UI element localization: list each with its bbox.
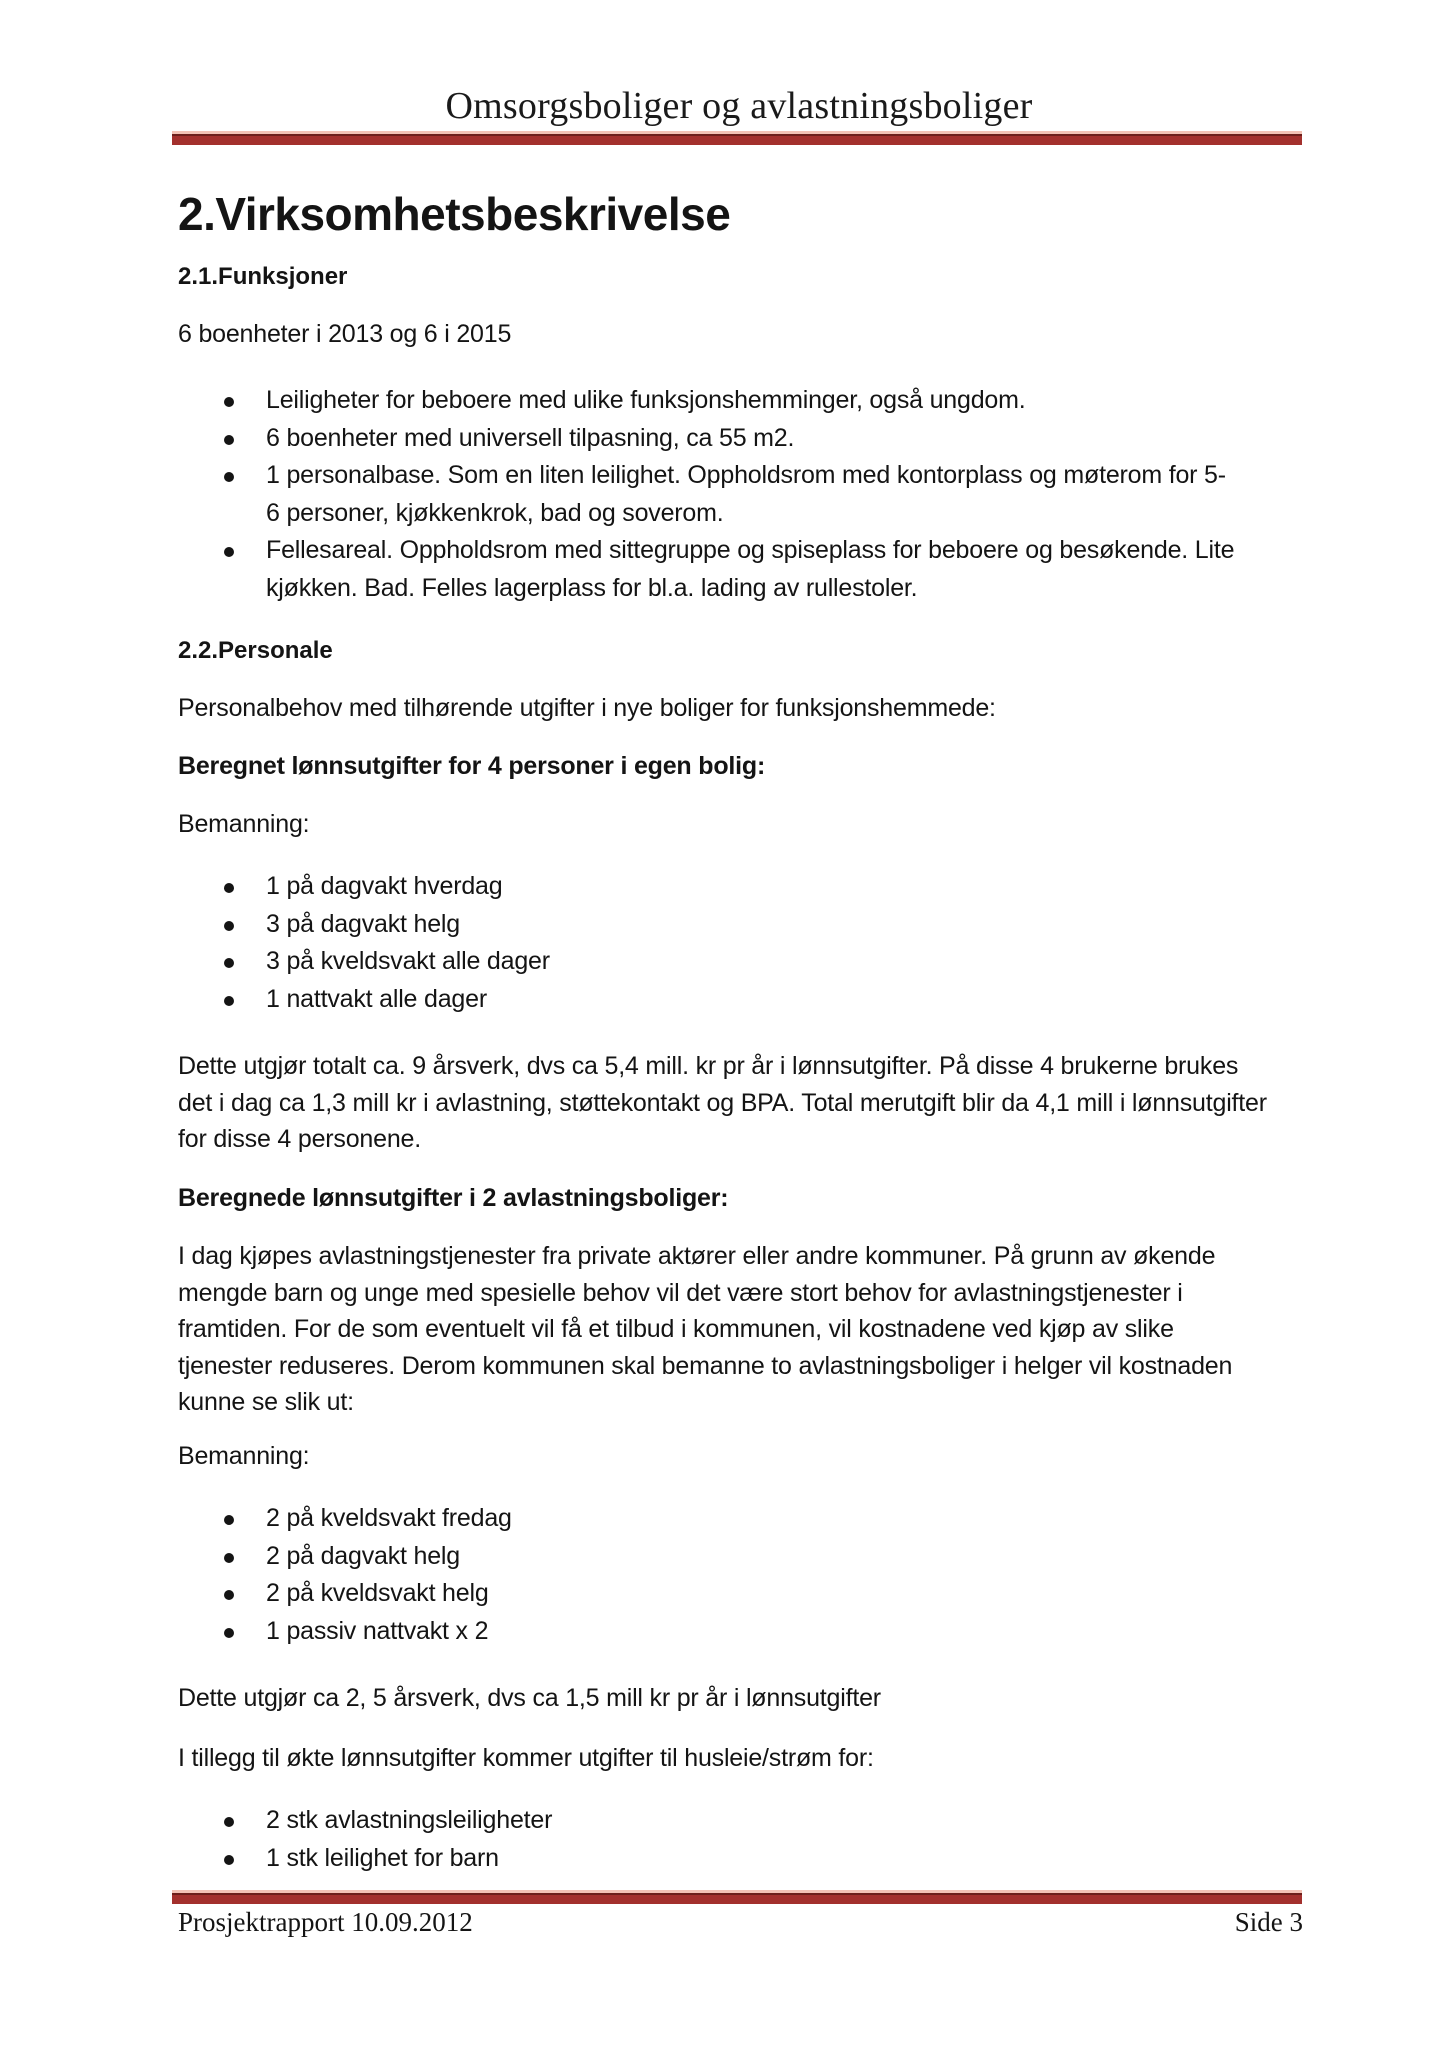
husleie-list: [178, 1802, 1298, 1877]
egen-bolig-summary: Dette utgjør totalt ca. 9 årsverk, dvs ca 5,4 mill. kr pr år i lønnsutgifter. På disse 4 brukerne brukes det i dag ca 1,3 mill kr i avlastning, støttekontakt og BPA. Total merutgift blir da 4,1 mill i lønnsutgifter for disse 4 personene.: [178, 1052, 1267, 1153]
bullet-icon: [224, 958, 234, 968]
bullet-icon: [224, 472, 234, 482]
avlastning-bemanning-label: Bemanning:: [178, 1442, 310, 1470]
bullet-icon: [224, 1553, 234, 1563]
bullet-icon: [224, 1628, 234, 1638]
subsection-heading-funksjoner: 2.1.Funksjoner: [178, 263, 348, 290]
list-item: 2 på kveldsvakt fredag: [178, 1500, 1298, 1538]
bullet-icon: [224, 921, 234, 931]
subsection-heading-personale: 2.2.Personale: [178, 637, 333, 664]
footer-rule: [172, 1893, 1302, 1904]
list-item: 1 passiv nattvakt x 2: [178, 1613, 1298, 1651]
bullet-icon: [224, 1817, 234, 1827]
bullet-icon: [224, 1590, 234, 1600]
egen-bolig-bemanning-label: Bemanning:: [178, 810, 310, 838]
list-item: 2 stk avlastningsleiligheter: [178, 1802, 1298, 1840]
list-item: 1 nattvakt alle dager: [178, 981, 1298, 1019]
list-item: 3 på kveldsvakt alle dager: [178, 943, 1298, 981]
egen-bolig-bemanning-list: [178, 868, 1298, 1018]
footer-page-number: Side 3: [1234, 1907, 1303, 1937]
list-item: 1 stk leilighet for barn: [178, 1840, 1298, 1878]
bullet-icon: [224, 547, 234, 557]
bullet-icon: [224, 996, 234, 1006]
bullet-icon: [224, 1855, 234, 1865]
footer-report-date: Prosjektrapport 10.09.2012: [178, 1907, 473, 1937]
egen-bolig-heading: Beregnet lønnsutgifter for 4 personer i egen bolig:: [178, 752, 766, 780]
bullet-icon: [224, 1515, 234, 1525]
list-item: 1 på dagvakt hverdag: [178, 868, 1298, 906]
funksjoner-intro: 6 boenheter i 2013 og 6 i 2015: [178, 320, 512, 348]
avlastning-body: I dag kjøpes avlastningstjenester fra private aktører eller andre kommuner. På grunn av økende mengde barn og unge med spesielle behov vil det være stort behov for avlastningstjenester i framtiden. For de som eventuelt vil få et tilbud i kommunen, vil kostnadene ved kjøp av slike tjenester reduseres. Derom kommunen skal bemanne to avlastningsboliger i helger vil kostnaden kunne se slik ut:: [178, 1242, 1233, 1416]
list-item: 2 på dagvakt helg: [178, 1538, 1298, 1576]
list-item: Leiligheter for beboere med ulike funksjonshemminger, også ungdom.: [178, 382, 1298, 420]
husleie-intro: I tillegg til økte lønnsutgifter kommer utgifter til husleie/strøm for:: [178, 1744, 874, 1772]
avlastning-bemanning-list: [178, 1500, 1298, 1650]
bullet-icon: [224, 397, 234, 407]
header-rule: [172, 134, 1302, 145]
list-item: Fellesareal. Oppholdsrom med sittegruppe og spiseplass for beboere og besøkende. Lite kjøkken. Bad. Felles lagerplass for bl.a. lading av rullestoler.: [178, 532, 1298, 607]
list-item: 2 på kveldsvakt helg: [178, 1575, 1298, 1613]
avlastning-summary: Dette utgjør ca 2, 5 årsverk, dvs ca 1,5 mill kr pr år i lønnsutgifter: [178, 1684, 881, 1712]
bullet-icon: [224, 883, 234, 893]
running-header: Omsorgsboliger og avlastningsboliger: [445, 85, 1033, 127]
funksjoner-list: [178, 382, 1298, 607]
section-heading: 2.Virksomhetsbeskrivelse: [178, 188, 731, 240]
bullet-icon: [224, 435, 234, 445]
personale-intro: Personalbehov med tilhørende utgifter i nye boliger for funksjonshemmede:: [178, 694, 996, 722]
avlastning-heading: Beregnede lønnsutgifter i 2 avlastningsboliger:: [178, 1184, 729, 1212]
list-item: 6 boenheter med universell tilpasning, ca 55 m2.: [178, 420, 1298, 458]
list-item: 1 personalbase. Som en liten leilighet. Oppholdsrom med kontorplass og møterom for 5-6 personer, kjøkkenkrok, bad og soverom.: [178, 457, 1298, 532]
list-item: 3 på dagvakt helg: [178, 906, 1298, 944]
